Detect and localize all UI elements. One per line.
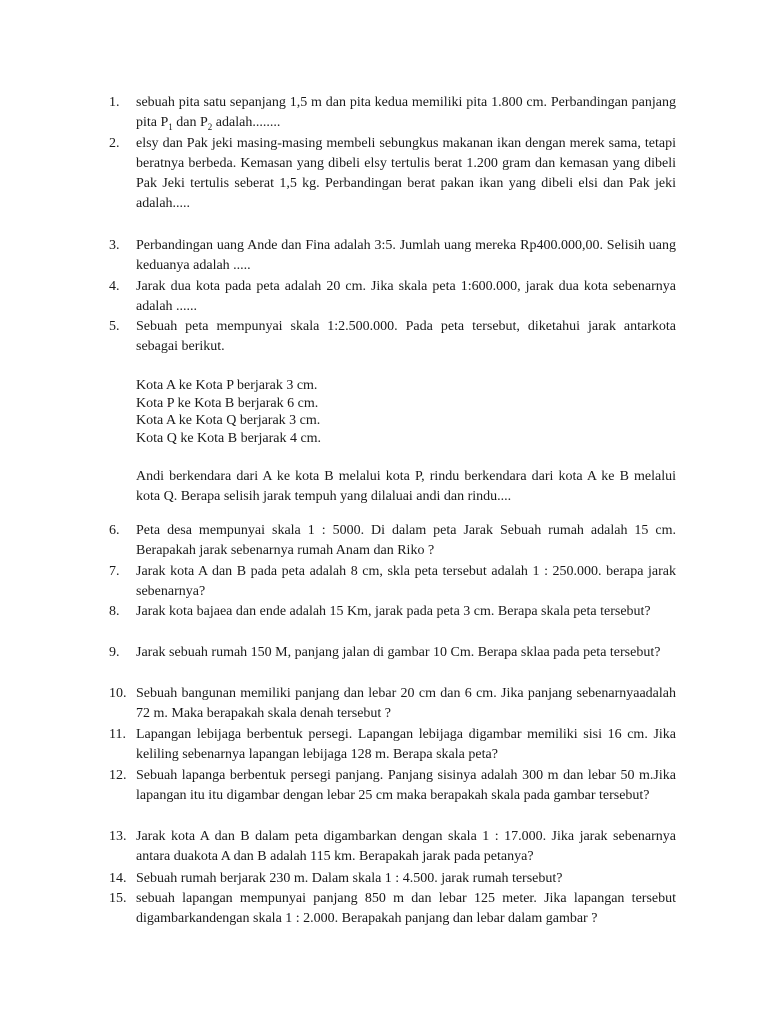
question-number: 6. (109, 523, 120, 538)
question-14 (109, 869, 676, 889)
question-number: 8. (109, 604, 120, 619)
question-7 (109, 562, 676, 602)
question-3 (109, 236, 676, 276)
question-number: 5. (109, 319, 120, 334)
question-text: sebuah pita satu sepanjang 1,5 m dan pita kedua memiliki pita 1.800 cm. Perbandingan panjang pita $P_1$ dan $P_2$ adalah........ (136, 95, 676, 132)
question-6 (109, 521, 676, 561)
question-4 (109, 277, 676, 317)
question-number: 9. (109, 645, 120, 660)
question-text: Jarak kota bajaea dan ende adalah 15 Km, jarak pada peta 3 cm. Berapa skala peta tersebut? (136, 604, 651, 619)
question-text: Jarak sebuah rumah 150 M, panjang jalan di gambar 10 Cm. Berapa sklaa pada peta tersebut? (136, 645, 661, 660)
question-10 (109, 684, 676, 724)
question-text: Sebuah rumah berjarak 230 m. Dalam skala 1 : 4.500. jarak rumah tersebut? (136, 871, 563, 886)
distance-line: Kota A ke Kota Q berjarak 3 cm. (136, 413, 321, 428)
question-text: elsy dan Pak jeki masing-masing membeli sebungkus makanan ikan dengan merek sama, tetapi beratnya berbeda. Kemasan yang dibeli elsy tertulis berat 1.200 gram dan kemasan yang dibeli Pak Jeki tertulis seberat 1,5 kg. Perbandingan berat pakan ikan yang dibeli elsi dan Pak jeki adalah..... (136, 136, 676, 211)
question-number: 13. (109, 829, 127, 844)
question-text: Jarak kota A dan B dalam peta digambarkan dengan skala 1 : 17.000. Jika jarak sebenarnya antara duakota A dan B adalah 115 km. Berapakah jarak pada petanya? (136, 829, 676, 864)
question-number: 4. (109, 279, 120, 294)
distance-line: Kota Q ke Kota B berjarak 4 cm. (136, 430, 322, 446)
question-11 (109, 725, 676, 765)
question-text: Sebuah peta mempunyai skala 1:2.500.000. Pada peta tersebut, diketahui jarak antarkota sebagai berikut. (136, 319, 676, 354)
question-number: 7. (109, 564, 120, 579)
question-text: Jarak dua kota pada peta adalah 20 cm. Jika skala peta 1:600.000, jarak dua kota sebenarnya adalah ...... (136, 279, 676, 314)
question-text: Sebuah lapanga berbentuk persegi panjang. Panjang sisinya adalah 300 m dan lebar 50 m.Jika lapangan itu itu digambar dengan lebar 25 cm maka berapakah skala pada gambar tersebut? (136, 768, 676, 803)
question-text: Sebuah bangunan memiliki panjang dan lebar 20 cm dan 6 cm. Jika panjang sebenarnyaadalah 72 m. Maka berapakah skala denah tersebut ? (136, 686, 676, 721)
distance-line: Kota P ke Kota B berjarak 6 cm. (136, 395, 319, 411)
question-number: 12. (109, 768, 127, 783)
question-number: 10. (109, 686, 127, 701)
question-number: 2. (109, 136, 120, 151)
question-5-followup: Andi berkendara dari A ke kota B melalui kota P, rindu berkendara dari kota A ke B melalui kota Q. Berapa selisih jarak tempuh yang dilaluai andi dan rindu.... (136, 469, 676, 504)
question-15 (109, 889, 676, 929)
question-number: 1. (109, 95, 120, 110)
question-text: Lapangan lebijaga berbentuk persegi. Lapangan lebijaga digambar memiliki sisi 16 cm. Jika keliling sebenarnya lapangan lebijaga 128 m. Berapa skala peta? (136, 727, 676, 762)
question-number: 3. (109, 238, 120, 253)
question-1 (109, 93, 676, 133)
distance-list (136, 377, 676, 447)
question-number: 14. (109, 871, 127, 886)
distance-line: Kota A ke Kota P berjarak 3 cm. (136, 378, 318, 393)
question-text: Perbandingan uang Ande dan Fina adalah 3:5. Jumlah uang mereka Rp400.000,00. Selisih uang keduanya adalah ..... (136, 238, 676, 273)
question-text: sebuah lapangan mempunyai panjang 850 m dan lebar 125 meter. Jika lapangan tersebut digambarkandengan skala 1 : 2.000. Berapakah panjang dan lebar dalam gambar ? (136, 891, 676, 926)
question-2 (109, 134, 676, 214)
question-12 (109, 766, 676, 806)
question-13 (109, 827, 676, 867)
question-text: Peta desa mempunyai skala 1 : 5000. Di dalam peta Jarak Sebuah rumah adalah 15 cm. Berapakah jarak sebenarnya rumah Anam dan Riko ? (136, 523, 676, 558)
question-number: 15. (109, 891, 127, 906)
question-number: 11. (109, 727, 126, 742)
question-5 (109, 317, 676, 357)
question-9 (109, 643, 676, 663)
question-8 (109, 602, 676, 622)
question-text: Jarak kota A dan B pada peta adalah 8 cm, skla peta tersebut adalah 1 : 250.000. berapa jarak sebenarnya? (136, 564, 676, 599)
